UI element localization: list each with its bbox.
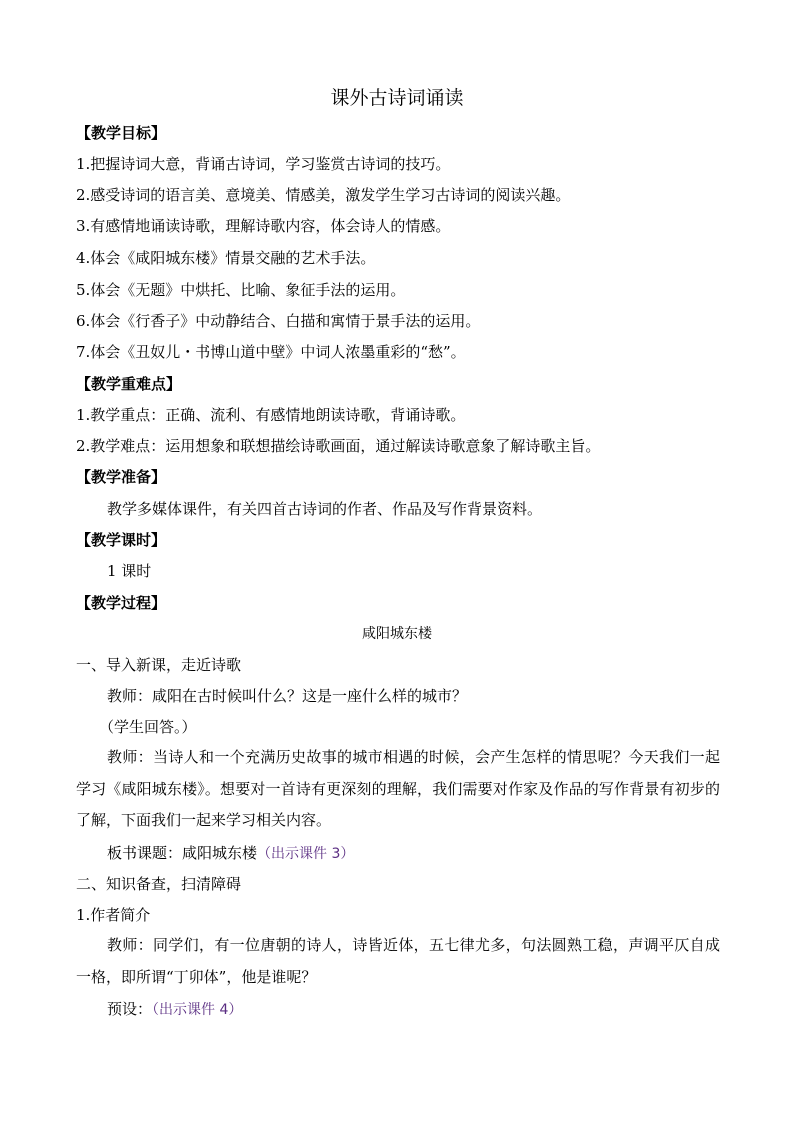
section2-heading: 二、知识备查，扫清障碍 <box>76 875 242 893</box>
courseware-ref: （出示课件 4） <box>152 1002 243 1018</box>
key-point-item: 2.教学难点：运用想象和联想描绘诗歌画面，通过解读诗歌意象了解诗歌主旨。 <box>76 437 601 455</box>
preset-line <box>107 999 720 1020</box>
key-points-heading: 【教学重难点】 <box>76 375 182 393</box>
process-heading: 【教学过程】 <box>76 594 167 612</box>
preparation-text: 教学多媒体课件，有关四首古诗词的作者、作品及写作背景资料。 <box>107 500 543 518</box>
objective-item: 3.有感情地诵读诗歌，理解诗歌内容，体会诗人的情感。 <box>76 217 451 235</box>
objective-item: 4.体会《咸阳城东楼》情景交融的艺术手法。 <box>76 249 376 267</box>
board-title-line <box>107 843 720 864</box>
preset-label: 预设： <box>107 1000 153 1018</box>
objective-item: 2.感受诗词的语言美、意境美、情感美，激发学生学习古诗词的阅读兴趣。 <box>76 186 571 204</box>
class-hours-heading: 【教学课时】 <box>76 531 167 549</box>
page-title: 课外古诗词诵读 <box>330 87 464 109</box>
teacher-paragraph: 教师：当诗人和一个充满历史故事的城市相遇的时候，会产生怎样的情思呢？今天我们一起学习《咸阳城东楼》。想要对一首诗有更深刻的理解，我们需要对作家及作品的写作背景有初步的了解，下面我们一起来学习相关内容。 <box>76 748 720 829</box>
author-intro-heading: 1.作者简介 <box>76 906 151 924</box>
courseware-ref: （出示课件 3） <box>257 846 355 862</box>
class-hours-text: 1 课时 <box>107 562 152 580</box>
student-answer: （学生回答。） <box>99 718 197 736</box>
preparation-heading: 【教学准备】 <box>76 468 167 486</box>
objective-item: 7.体会《丑奴儿・书博山道中壁》中词人浓墨重彩的“愁”。 <box>76 343 466 361</box>
objectives-heading: 【教学目标】 <box>76 124 167 142</box>
poem-title: 咸阳城东楼 <box>362 626 432 642</box>
section1-heading: 一、导入新课，走近诗歌 <box>76 656 242 674</box>
teacher-paragraph: 教师：同学们，有一位唐朝的诗人，诗皆近体，五七律尤多，句法圆熟工稳，声调平仄自成一格，即所谓“丁卯体”，他是谁呢？ <box>76 936 720 986</box>
objective-item: 6.体会《行香子》中动静结合、白描和寓情于景手法的运用。 <box>76 312 481 330</box>
key-point-item: 1.教学重点：正确、流利、有感情地朗读诗歌，背诵诗歌。 <box>76 406 466 424</box>
objective-item: 5.体会《无题》中烘托、比喻、象征手法的运用。 <box>76 281 406 299</box>
teacher-question: 教师：咸阳在古时候叫什么？这是一座什么样的城市？ <box>107 687 468 705</box>
objective-item: 1.把握诗词大意，背诵古诗词，学习鉴赏古诗词的技巧。 <box>76 155 451 173</box>
board-title-text: 板书课题：咸阳城东楼 <box>107 844 258 862</box>
